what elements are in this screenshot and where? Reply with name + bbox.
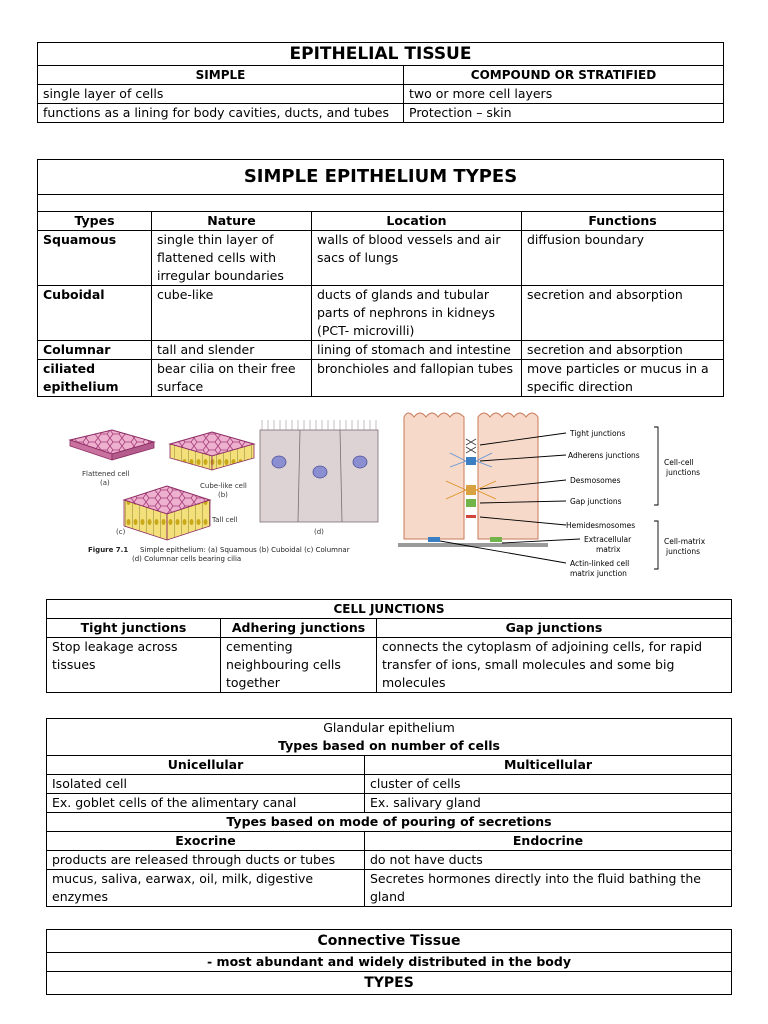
table-cell: products are released through ducts or tubes: [47, 851, 365, 870]
table-cell: bronchioles and fallopian tubes: [312, 360, 522, 397]
table-cell: single layer of cells: [38, 85, 404, 104]
table-row: [47, 851, 732, 870]
squamous-cell-drawing: [70, 430, 154, 460]
connective-subtitle: - most abundant and widely distributed in the body: [47, 953, 732, 972]
table-cell: Secretes hormones directly into the fluid bathing the gland: [365, 870, 732, 907]
table-cell: secretion and absorption: [522, 286, 724, 341]
table-row: [38, 231, 724, 286]
table-cell: Stop leakage across tissues: [47, 638, 221, 693]
table-cell: cluster of cells: [365, 775, 732, 794]
table-cell: Isolated cell: [47, 775, 365, 794]
header-nature: Nature: [152, 212, 312, 231]
header-gap: Gap junctions: [377, 619, 732, 638]
header-simple: SIMPLE: [38, 66, 404, 85]
table-row: [38, 286, 724, 341]
cuboidal-cell-drawing: [170, 432, 254, 470]
header-adhering: Adhering junctions: [221, 619, 377, 638]
glandular-subtitle-secretions: Types based on mode of pouring of secretions: [47, 813, 732, 832]
table-cell: functions as a lining for body cavities, ducts, and tubes: [38, 104, 404, 123]
columnar-cell-drawing: [124, 486, 210, 540]
header-unicellular: Unicellular: [47, 756, 365, 775]
type-name: ciliated epithelium: [38, 360, 152, 397]
table-row: [47, 775, 732, 794]
glandular-subtitle-cells: Types based on number of cells: [47, 737, 732, 756]
header-endocrine: Endocrine: [365, 832, 732, 851]
header-types: Types: [38, 212, 152, 231]
table-row: [38, 341, 724, 360]
header-multicellular: Multicellular: [365, 756, 732, 775]
table-cell: connects the cytoplasm of adjoining cells, for rapid transfer of ions, small molecules and some big molecules: [377, 638, 732, 693]
bracket-cell-cell: [654, 427, 658, 505]
table-cell: Ex. goblet cells of the alimentary canal: [47, 794, 365, 813]
cell-junctions-figure: [398, 405, 716, 583]
table-cell: move particles or mucus in a specific direction: [522, 360, 724, 397]
left-cell-drawing: [404, 413, 464, 539]
label-tight-junctions: Tight junctions: [570, 429, 626, 438]
table-row: [47, 794, 732, 813]
label-b: (b): [218, 491, 228, 499]
connective-title: Connective Tissue: [47, 930, 732, 953]
simple-types-title: SIMPLE EPITHELIUM TYPES: [38, 160, 724, 195]
label-cube-like-cell: Cube-like cell: [200, 482, 247, 490]
label-flattened-cell: Flattened cell: [82, 470, 130, 478]
type-name: Cuboidal: [38, 286, 152, 341]
connective-types: TYPES: [47, 972, 732, 995]
table-cell: secretion and absorption: [522, 341, 724, 360]
epithelium-illustration: [62, 410, 392, 570]
type-name: Columnar: [38, 341, 152, 360]
label-cell-matrix: Cell-matrix: [664, 537, 706, 546]
label-adherens-junctions: Adherens junctions: [568, 451, 640, 460]
label-actin-linked: Actin-linked cell: [570, 559, 630, 568]
table-cell: single thin layer of flattened cells with irregular boundaries: [152, 231, 312, 286]
header-compound: COMPOUND OR STRATIFIED: [404, 66, 724, 85]
table-row: [38, 360, 724, 397]
table-cell: tall and slender: [152, 341, 312, 360]
table-cell: ducts of glands and tubular parts of nephrons in kidneys (PCT- microvilli): [312, 286, 522, 341]
header-functions: Functions: [522, 212, 724, 231]
label-c: (c): [116, 528, 126, 536]
glandular-title: Glandular epithelium: [47, 719, 732, 738]
label-cell-matrix-junctions: junctions: [666, 547, 700, 556]
header-tight: Tight junctions: [47, 619, 221, 638]
label-desmosomes: Desmosomes: [570, 476, 621, 485]
label-extracellular: Extracellular: [584, 535, 632, 544]
simple-epithelium-figure: [62, 410, 392, 570]
header-exocrine: Exocrine: [47, 832, 365, 851]
glandular-epithelium-table: [46, 718, 732, 907]
label-cell-cell-junctions: junctions: [666, 468, 700, 477]
label-cell-cell: Cell-cell: [664, 458, 694, 467]
table-cell: cementing neighbouring cells together: [221, 638, 377, 693]
empty-row: [38, 195, 724, 212]
table-cell: mucus, saliva, earwax, oil, milk, digestive enzymes: [47, 870, 365, 907]
cell-junctions-table: [46, 599, 732, 693]
simple-epithelium-table: [37, 159, 724, 397]
label-d: (d): [314, 528, 324, 536]
epithelial-tissue-table: [37, 42, 724, 123]
label-gap-junctions: Gap junctions: [570, 497, 622, 506]
label-a: (a): [100, 479, 110, 487]
figure-caption-line2: (d) Columnar cells bearing cilia: [132, 555, 242, 563]
table-cell: Protection – skin: [404, 104, 724, 123]
junctions-illustration: [398, 405, 716, 583]
label-matrix: matrix: [596, 545, 621, 554]
table-row: [47, 638, 732, 693]
label-hemidesmosomes: Hemidesmosomes: [566, 521, 636, 530]
epithelial-title: EPITHELIAL TISSUE: [38, 43, 724, 66]
table-cell: diffusion boundary: [522, 231, 724, 286]
cell-junctions-title: CELL JUNCTIONS: [47, 600, 732, 619]
table-cell: two or more cell layers: [404, 85, 724, 104]
header-location: Location: [312, 212, 522, 231]
type-name: Squamous: [38, 231, 152, 286]
right-cell-drawing: [478, 413, 538, 539]
connective-tissue-table: [46, 929, 732, 995]
label-tall-cell: Tall cell: [212, 516, 238, 524]
bracket-cell-matrix: [654, 521, 658, 569]
ciliated-cell-drawing: [260, 420, 378, 522]
table-cell: lining of stomach and intestine: [312, 341, 522, 360]
table-cell: Ex. salivary gland: [365, 794, 732, 813]
figure-caption-line1: Simple epithelium: (a) Squamous (b) Cuboidal (c) Columnar: [140, 546, 350, 554]
label-matrix-junction: matrix junction: [570, 569, 627, 578]
table-cell: bear cilia on their free surface: [152, 360, 312, 397]
table-cell: cube-like: [152, 286, 312, 341]
table-row: [47, 870, 732, 907]
table-cell: walls of blood vessels and air sacs of lungs: [312, 231, 522, 286]
table-cell: do not have ducts: [365, 851, 732, 870]
figure-caption-number: Figure 7.1: [88, 546, 129, 554]
